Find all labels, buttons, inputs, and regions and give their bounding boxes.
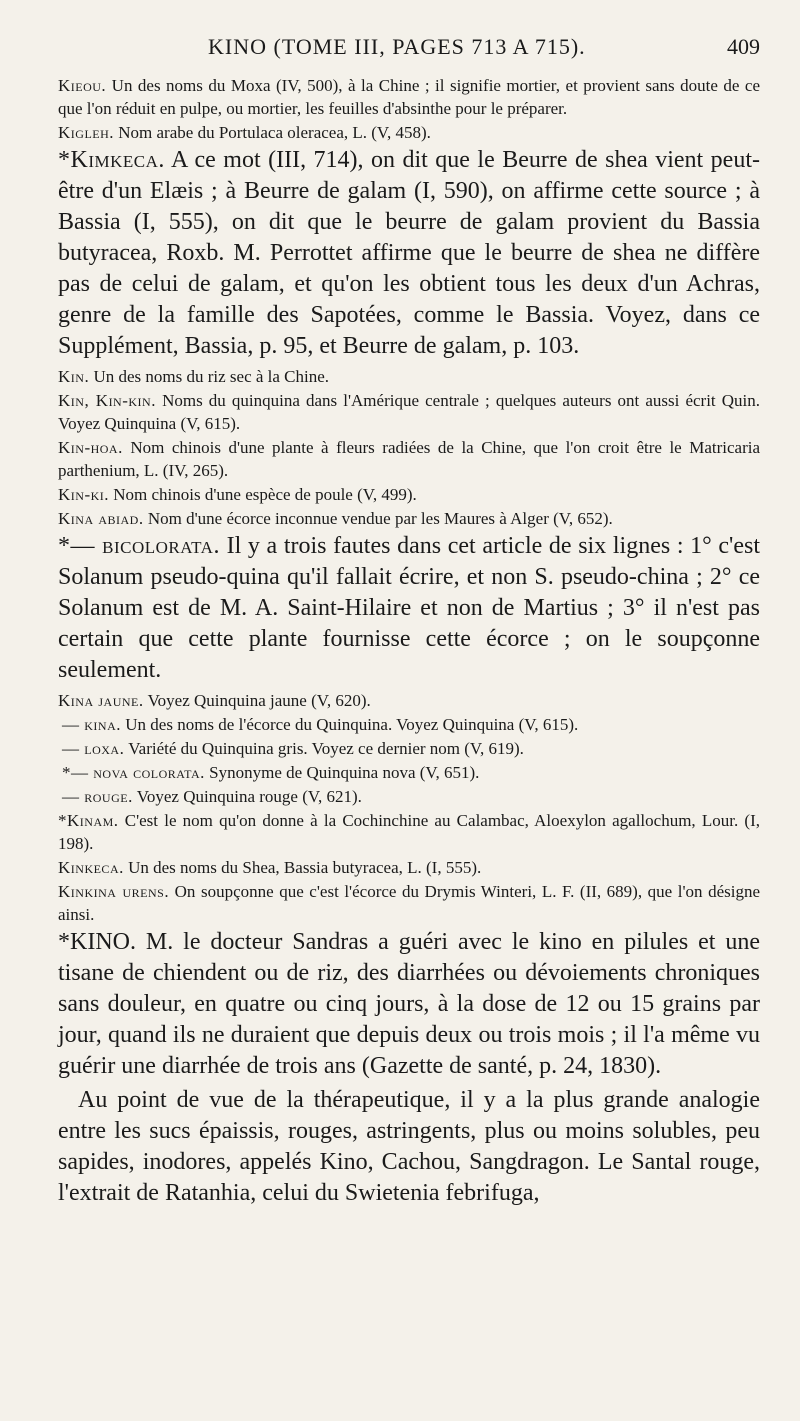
- entry-kino: [58, 927, 760, 1082]
- entry-text: Variété du Quinquina gris. Voyez ce dernier nom (V, 619).: [128, 739, 524, 758]
- entry-kina-kina: [58, 713, 760, 736]
- entry-text: A ce mot (III, 714), on dit que le Beurre de shea vient peut-être d'un Elæis ; à Beurre de galam (I, 590), on affirme cette source ; à Bassia (I, 555), on dit que le beurre de galam provient du Bassia butyracea, Roxb. M. Perrottet affirme que le beurre de shea ne diffère pas de celui de galam, et qu'on les obtient tous les deux d'un Achras, genre de la famille des Sapotées, comme le Bassia. Voyez, dans ce Supplément, Bassia, p. 95, et Beurre de galam, p. 103.: [58, 147, 760, 359]
- entry-text: Au point de vue de la thérapeutique, il y a la plus grande analogie entre les sucs épaissis, rouges, astringents, plus ou moins solubles, peu sapides, inodores, appelés Kino, Cachou, Sangdragon. Le Santal rouge, l'extrait de Ratanhia, celui du Swietenia febrifuga,: [58, 1087, 760, 1206]
- entry-headword: — loxa.: [62, 739, 125, 758]
- entry-kieou: [58, 74, 760, 120]
- entry-kina-loxa: [58, 737, 760, 760]
- entry-text: Nom chinois d'une plante à fleurs radiées de la Chine, que l'on croit être le Matricaria parthenium, L. (IV, 265).: [58, 438, 760, 480]
- entry-text: Il y a trois fautes dans cet article de six lignes : 1° c'est Solanum pseudo-quina qu'il fallait écrire, et non S. pseudo-china ; 2° ce Solanum est de M. A. Saint-Hilaire et non de Martius ; 3° il n'est pas certain que cette plante fournisse cette écorce ; on le soupçonne seulement.: [58, 533, 761, 683]
- entry-kinkeca: [58, 856, 760, 879]
- entry-text: Noms du quinquina dans l'Amérique centrale ; quelques auteurs ont aussi écrit Quin. Voyez Quinquina (V, 615).: [58, 391, 761, 433]
- entry-headword: Kin-hoa.: [58, 438, 123, 457]
- entry-headword: Kinkina urens.: [58, 882, 170, 901]
- entry-text: Nom arabe du Portulaca oleracea, L. (V, 458).: [118, 123, 431, 142]
- page-header: [58, 34, 760, 74]
- entry-text: Voyez Quinquina rouge (V, 621).: [136, 787, 362, 806]
- entry-text: Nom chinois d'une espèce de poule (V, 499).: [113, 485, 417, 504]
- entry-text: Un des noms du Shea, Bassia butyracea, L. (I, 555).: [128, 858, 482, 877]
- entry-headword: Kin-ki.: [58, 485, 110, 504]
- dictionary-body: [58, 74, 760, 1209]
- entry-headword: — kina.: [62, 715, 121, 734]
- entry-headword: Kigleh.: [58, 123, 115, 142]
- entry-headword: Kieou.: [58, 76, 107, 95]
- running-head: KINO (TOME III, PAGES 713 A 715).: [208, 34, 586, 59]
- entry-text: Synonyme de Quinquina nova (V, 651).: [209, 763, 480, 782]
- entry-text: C'est le nom qu'on donne à la Cochinchine au Calambac, Aloexylon agallochum, Lour. (I, 198).: [58, 811, 761, 853]
- entry-kina-nova-colorata: [58, 761, 760, 784]
- entry-headword: *KINO.: [58, 929, 136, 955]
- entry-kina-jaune: [58, 689, 760, 712]
- entry-kin-hoa: [58, 436, 760, 482]
- entry-headword: *— bicolorata.: [58, 533, 220, 559]
- entry-text: Voyez Quinquina jaune (V, 620).: [147, 691, 371, 710]
- entry-kin-kin: [58, 389, 760, 435]
- entry-kimkeca: [58, 145, 760, 362]
- entry-kina-abiad: [58, 507, 760, 530]
- entry-kina-bicolorata: [58, 531, 760, 686]
- entry-headword: Kin.: [58, 367, 90, 386]
- entry-text: Nom d'une écorce inconnue vendue par les Maures à Alger (V, 652).: [147, 509, 613, 528]
- entry-kigleh: [58, 121, 760, 144]
- entry-kin: [58, 365, 760, 388]
- entry-headword: Kinkeca.: [58, 858, 124, 877]
- entry-kin-ki: [58, 483, 760, 506]
- entry-text: Un des noms du Moxa (IV, 500), à la Chine ; il signifie mortier, et provient sans doute de ce que l'on réduit en pulpe, ou mortier, les feuilles d'absinthe pour le préparer.: [58, 76, 760, 118]
- entry-headword: Kin, Kin-kin.: [58, 391, 156, 410]
- entry-kina-rouge: [58, 785, 760, 808]
- entry-kino-continued: [58, 1085, 760, 1209]
- entry-text: Un des noms du riz sec à la Chine.: [93, 367, 330, 386]
- entry-text: Un des noms de l'écorce du Quinquina. Voyez Quinquina (V, 615).: [125, 715, 579, 734]
- entry-headword: *Kinam.: [58, 811, 119, 830]
- entry-headword: — rouge.: [62, 787, 133, 806]
- page-number: 409: [727, 34, 760, 59]
- entry-headword: *— nova colorata.: [62, 763, 205, 782]
- entry-headword: Kina jaune.: [58, 691, 144, 710]
- entry-kinam: [58, 809, 760, 855]
- entry-headword: *Kimkeca.: [58, 147, 165, 173]
- entry-text: On soupçonne que c'est l'écorce du Drymis Winteri, L. F. (II, 689), que l'on désigne ainsi.: [58, 882, 760, 924]
- entry-headword: Kina abiad.: [58, 509, 144, 528]
- entry-text: M. le docteur Sandras a guéri avec le kino en pilules et une tisane de chiendent ou de riz, des diarrhées ou dévoiements chroniques sans douleur, en quatre ou cinq jours, à la dose de 12 ou 15 grains par jour, quand ils ne duraient que depuis deux ou trois mois ; il l'a même vu guérir une diarrhée de trois ans (Gazette de santé, p. 24, 1830).: [58, 929, 761, 1079]
- entry-kinkina-urens: [58, 880, 760, 926]
